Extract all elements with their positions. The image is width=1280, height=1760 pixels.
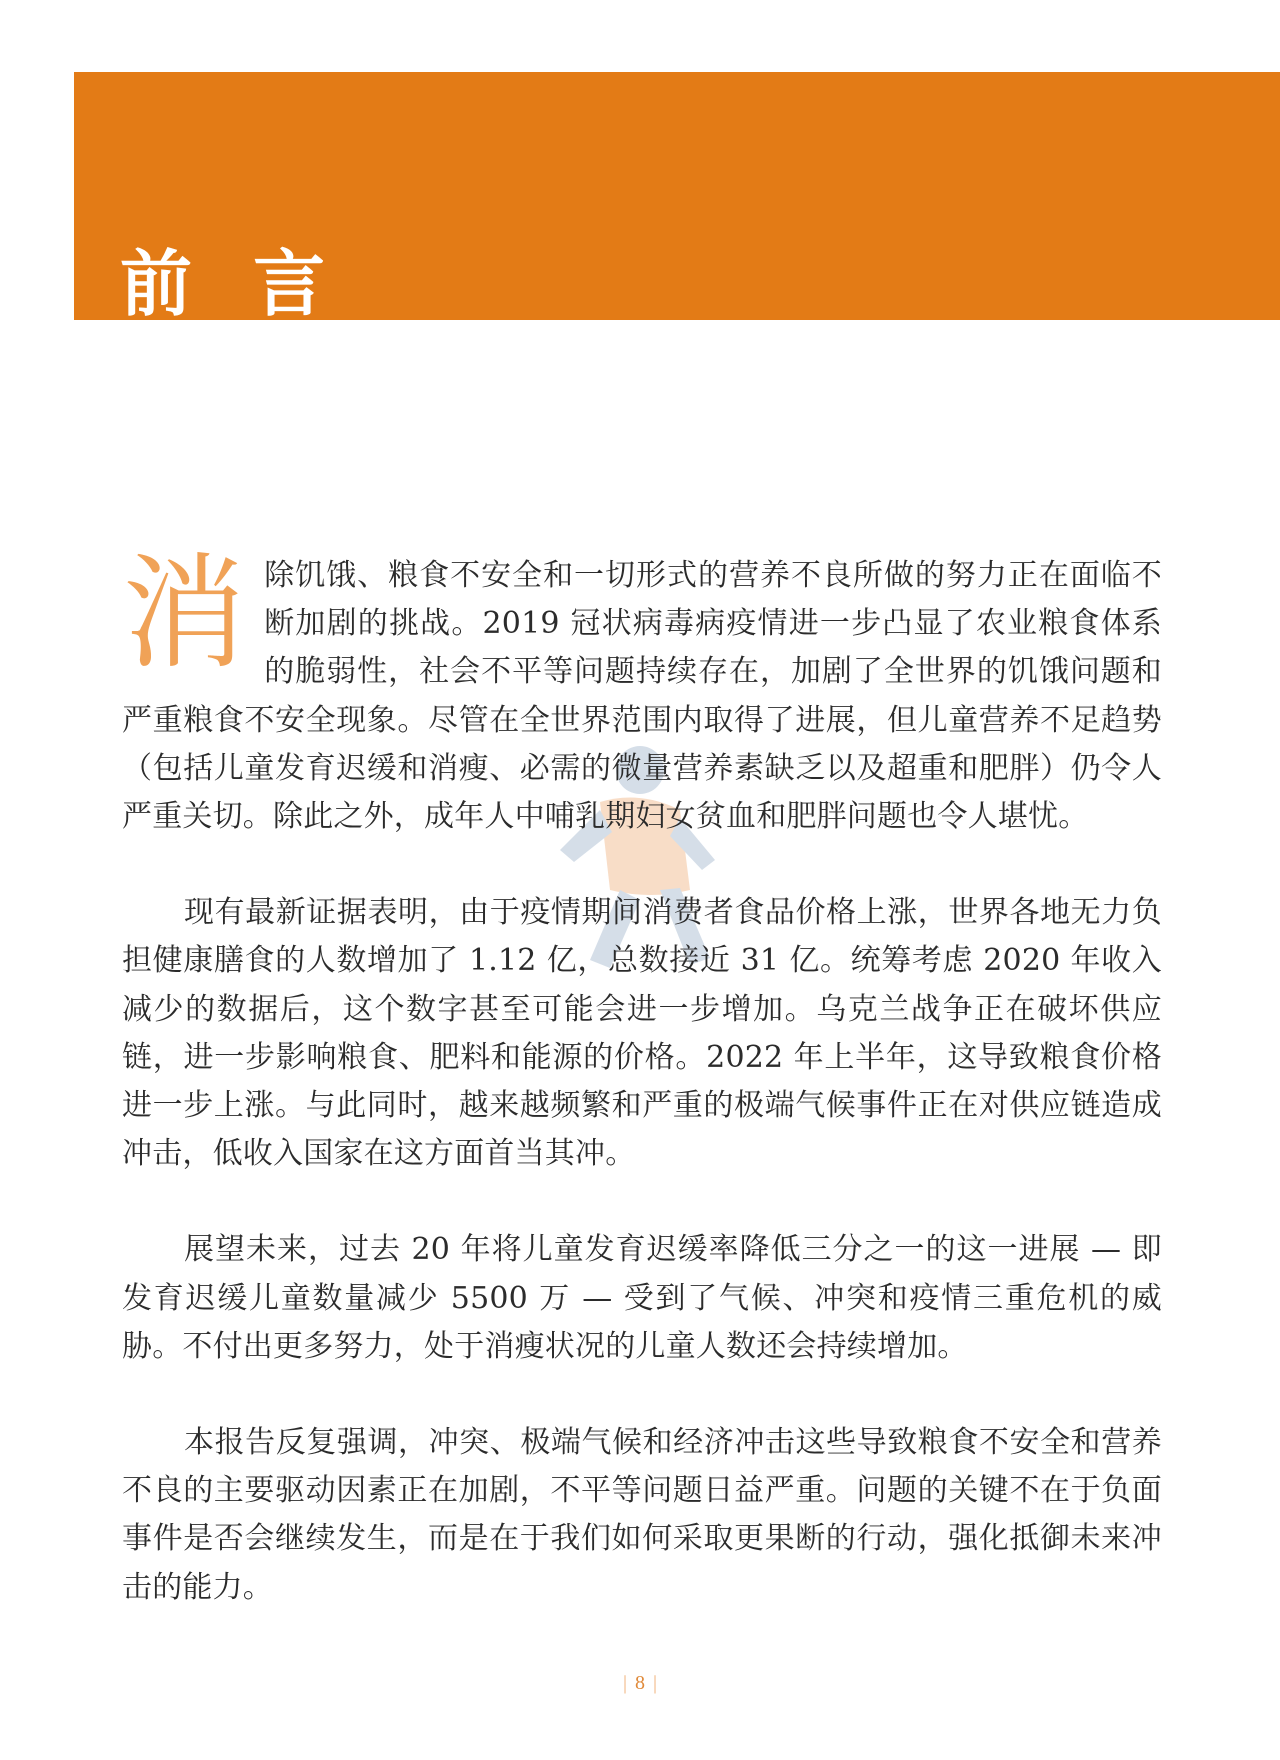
article-body <box>122 542 1162 1660</box>
paragraph-3: 展望未来，过去 20 年将儿童发育迟缓率降低三分之一的这一进展 — 即发育迟缓儿童数量减少 5500 万 — 受到了气候、冲突和疫情三重危机的威胁。不付出更多努力，处于消瘦状况的儿童人数还会持续增加。 <box>122 1232 1162 1364</box>
page-title: 前 言 <box>120 242 344 326</box>
divider: | <box>622 1672 627 1694</box>
drop-cap: 消 <box>122 542 247 686</box>
divider: | <box>653 1672 658 1694</box>
header-banner <box>74 72 1280 326</box>
page-number <box>0 1672 1280 1695</box>
paragraph-4: 本报告反复强调，冲突、极端气候和经济冲击这些导致粮食不安全和营养不良的主要驱动因素正在加剧，不平等问题日益严重。问题的关键不在于负面事件是否会继续发生，而是在于我们如何采取更果断的行动，强化抵御未来冲击的能力。 <box>122 1425 1162 1605</box>
paragraph-1-text: 除饥饿、粮食不安全和一切形式的营养不良所做的努力正在面临不断加剧的挑战。2019 冠状病毒病疫情进一步凸显了农业粮食体系的脆弱性，社会不平等问题持续存在，加剧了全世界的饥饿问题和严重粮食不安全现象。尽管在全世界范围内取得了进展，但儿童营养不足趋势（包括儿童发育迟缓和消瘦、必需的微量营养素缺乏以及超重和肥胖）仍令人严重关切。除此之外，成年人中哺乳期妇女贫血和肥胖问题也令人堪忧。 <box>122 558 1162 835</box>
paragraph-1 <box>122 542 1162 841</box>
page-number-value: 8 <box>635 1672 645 1694</box>
paragraph-2: 现有最新证据表明，由于疫情期间消费者食品价格上涨，世界各地无力负担健康膳食的人数增加了 1.12 亿，总数接近 31 亿。统筹考虑 2020 年收入减少的数据后，这个数字甚至可能会进一步增加。乌克兰战争正在破坏供应链，进一步影响粮食、肥料和能源的价格。2022 年上半年，这导致粮食价格进一步上涨。与此同时，越来越频繁和严重的极端气候事件正在对供应链造成冲击，低收入国家在这方面首当其冲。 <box>122 895 1162 1172</box>
